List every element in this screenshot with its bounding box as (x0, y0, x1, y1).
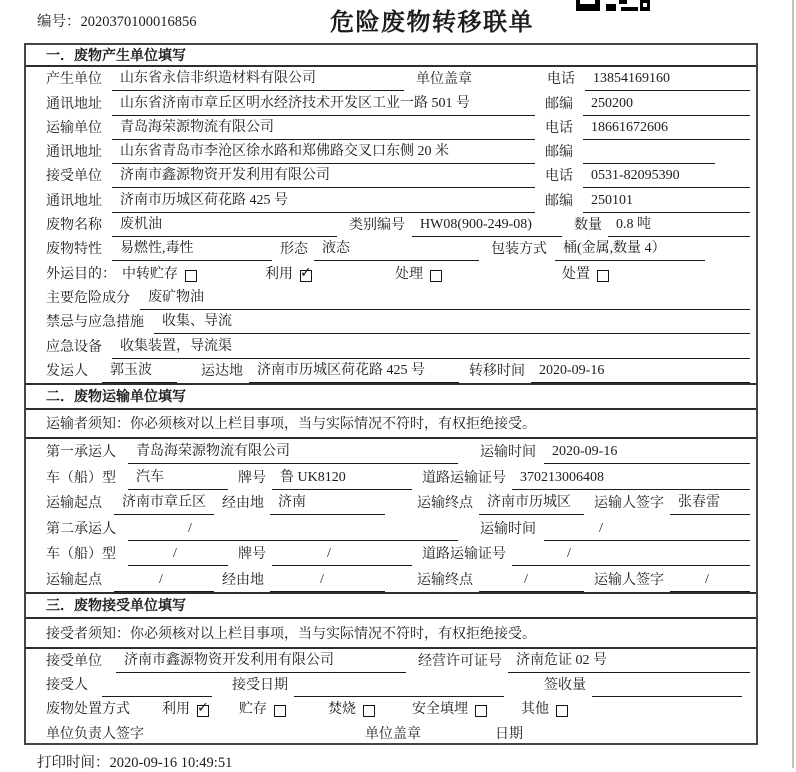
origin2-label: 运输起点 (46, 572, 102, 588)
print-time-label: 打印时间： (37, 755, 110, 771)
plate2-label: 牌号 (238, 547, 266, 563)
receiver-address-row (26, 188, 756, 212)
zip1-field: 250200 (583, 96, 750, 116)
seal-date-label: 日期 (495, 726, 523, 742)
transport-time1-field: 2020-09-16 (544, 444, 750, 464)
quantity-field: 0.8 吨 (608, 213, 750, 237)
producer-unit-field: 山东省永信非织造材料有限公司 (112, 67, 404, 91)
packing-label: 包装方式 (491, 242, 547, 258)
waste-name-label: 废物名称 (46, 218, 102, 234)
emergency-equipment-row (26, 334, 756, 358)
disposal-use-label: 利用 (162, 702, 190, 718)
addr2-field: 山东省青岛市李沧区徐水路和郑佛路交叉口东侧 20 米 (112, 140, 535, 164)
transporter-unit-row (26, 116, 756, 140)
zip3-label: 邮编 (545, 193, 573, 209)
end1-field: 济南市历城区 (479, 491, 584, 515)
end2-label: 运输终点 (417, 572, 473, 588)
plate1-field: 鲁 UK8120 (272, 466, 412, 490)
receive-date-field (294, 693, 504, 697)
category-code-label: 类别编号 (349, 218, 405, 234)
page-title: 危险废物转移联单 (330, 9, 534, 36)
vehicle-type1-label: 车（船）型 (46, 470, 116, 486)
first-carrier-field: 青岛海荣源物流有限公司 (128, 440, 458, 464)
transport-time2-label: 运输时间 (480, 521, 536, 537)
addr1-field: 山东省济南市章丘区明水经济技术开发区工业一路 501 号 (112, 92, 535, 116)
waste-character-field: 易燃性,毒性 (112, 237, 272, 261)
disposal-storage-label: 贮存 (239, 702, 267, 718)
consignor-field: 郭玉波 (102, 359, 177, 383)
producer-address-row (26, 91, 756, 115)
disposal-method-row (26, 697, 756, 721)
transfer-date-label: 转移时间 (469, 363, 525, 379)
permit-number-label: 经营许可证号 (418, 654, 502, 670)
receive-unit-row (26, 649, 756, 673)
hazard-component-field: 废矿物油 (140, 286, 750, 310)
vehicle1-row (26, 464, 756, 490)
section-receiver (26, 592, 756, 745)
disposal-landfill-label: 安全填埋 (412, 702, 468, 718)
emergency-measures-label: 禁忌与应急措施 (46, 315, 144, 331)
receiver-field: 济南市鑫源物资开发利用有限公司 (112, 164, 535, 188)
transfer-form-table (24, 43, 758, 745)
hazard-component-row (26, 286, 756, 310)
vehicle-type1-field: 汽车 (128, 466, 228, 490)
disposal-other-checkbox[interactable] (556, 705, 568, 717)
addr2-label: 通讯地址 (46, 145, 102, 161)
vehicle2-row (26, 541, 756, 567)
route2-row (26, 566, 756, 592)
zip3-field: 250101 (583, 193, 750, 213)
section-transporter (26, 383, 756, 592)
receive-person-field (102, 693, 212, 697)
first-carrier-label: 第一承运人 (46, 445, 116, 461)
receiver-label: 接受单位 (46, 169, 102, 185)
hazard-component-label: 主要危险成分 (46, 290, 130, 306)
purpose-transfer-storage-label: 中转贮存 (122, 266, 178, 282)
zip2-label: 邮编 (545, 145, 573, 161)
transfer-date-field: 2020-09-16 (531, 363, 750, 383)
qr-code-fragment-icon (576, 0, 650, 12)
purpose-dispose-label: 处置 (562, 266, 590, 282)
disposal-incinerate-label: 焚烧 (328, 702, 356, 718)
disposal-use-checkbox[interactable] (197, 705, 209, 717)
waste-character-row (26, 237, 756, 261)
end1-label: 运输终点 (417, 496, 473, 512)
phone2-field: 18661672606 (583, 120, 750, 140)
receive-person-label: 接受人 (46, 678, 88, 694)
zip2-field (583, 160, 715, 164)
transport-time1-label: 运输时间 (480, 445, 536, 461)
receiver-unit-row (26, 164, 756, 188)
disposal-method-label: 废物处置方式 (46, 702, 130, 718)
received-amount-field (592, 693, 742, 697)
emergency-equipment-label: 应急设备 (46, 339, 102, 355)
form-state-field: 液态 (314, 237, 479, 261)
serial-value: 2020370100016856 (80, 14, 197, 30)
phone3-label: 电话 (545, 169, 573, 185)
road-license2-field: / (512, 546, 750, 566)
treat-checkbox[interactable] (430, 270, 442, 282)
transport-purpose-label: 外运目的： (46, 266, 116, 282)
section3-heading: 三．废物接受单位填写 (26, 592, 756, 619)
second-carrier-label: 第二承运人 (46, 521, 116, 537)
zip1-label: 邮编 (545, 96, 573, 112)
vehicle-type2-label: 车（船）型 (46, 547, 116, 563)
via2-field: / (270, 572, 385, 592)
plate1-label: 牌号 (238, 470, 266, 486)
via1-field: 济南 (270, 491, 385, 515)
transporter-address-row (26, 140, 756, 164)
transfer-storage-checkbox[interactable] (185, 270, 197, 282)
permit-number-field: 济南危证 02 号 (508, 649, 750, 673)
seal-date-field (531, 742, 750, 745)
purpose-use-label: 利用 (265, 266, 293, 282)
form-state-label: 形态 (280, 242, 308, 258)
addr1-label: 通讯地址 (46, 96, 102, 112)
receive-date-label: 接受日期 (232, 678, 288, 694)
phone2-label: 电话 (545, 120, 573, 136)
waste-name-field: 废机油 (112, 213, 337, 237)
first-carrier-row (26, 439, 756, 465)
category-code-field: HW08(900-249-08) (412, 217, 562, 237)
emergency-measures-field: 收集、导流 (154, 310, 750, 334)
second-carrier-field: / (128, 521, 458, 541)
waste-character-label: 废物特性 (46, 242, 102, 258)
leader-signature-field (158, 742, 293, 745)
origin1-field: 济南市章丘区 (114, 491, 214, 515)
transporter-notice: 运输者须知：你必须核对以上栏目事项，当与实际情况不符时，有权拒绝接受。 (26, 410, 756, 439)
dispose-checkbox[interactable] (597, 270, 609, 282)
packing-field: 桶(金属,数量 4） (555, 237, 705, 261)
destination-label: 运达地 (201, 363, 243, 379)
leader-signature-label: 单位负责人签字 (46, 726, 144, 742)
phone1-field: 13854169160 (585, 71, 750, 91)
route1-row (26, 490, 756, 516)
serial-label: 编号： (37, 14, 81, 30)
phone1-label: 电话 (547, 72, 575, 88)
disposal-storage-checkbox[interactable] (274, 705, 286, 717)
sign1-field: 张春雷 (670, 491, 750, 515)
road-license2-label: 道路运输证号 (422, 547, 506, 563)
section2-heading: 二．废物运输单位填写 (26, 383, 756, 410)
print-time-line (37, 751, 232, 772)
plate2-field: / (272, 546, 412, 566)
producer-unit-label: 产生单位 (46, 72, 102, 88)
section-producer (26, 45, 756, 383)
origin2-field: / (114, 572, 214, 592)
addr3-label: 通讯地址 (46, 193, 102, 209)
emergency-measures-row (26, 310, 756, 334)
second-carrier-row (26, 515, 756, 541)
quantity-label: 数量 (574, 218, 602, 234)
consignor-label: 发运人 (46, 363, 88, 379)
destination-field: 济南市历城区荷花路 425 号 (249, 359, 459, 383)
consignor-row (26, 359, 756, 383)
leader-signature-row (26, 721, 756, 745)
received-amount-label: 签收量 (544, 678, 586, 694)
disposal-other-label: 其他 (521, 702, 549, 718)
via1-label: 经由地 (222, 496, 264, 512)
origin1-label: 运输起点 (46, 496, 102, 512)
end2-field: / (479, 572, 584, 592)
emergency-equipment-field: 收集装置，导流渠 (112, 335, 750, 359)
producer-unit-row (26, 67, 756, 91)
transporter-field: 青岛海荣源物流有限公司 (112, 116, 535, 140)
receive-person-row (26, 673, 756, 697)
print-time-value: 2020-09-16 10:49:51 (109, 755, 233, 771)
transport-time2-field: / (544, 521, 750, 541)
via2-label: 经由地 (222, 572, 264, 588)
road-license1-field: 370213006408 (512, 470, 750, 490)
sign2-field: / (670, 572, 750, 592)
section1-heading: 一．废物产生单位填写 (26, 45, 756, 67)
road-license1-label: 道路运输证号 (422, 470, 506, 486)
receive-unit-field: 济南市鑫源物资开发利用有限公司 (116, 649, 406, 673)
disposal-landfill-checkbox[interactable] (475, 705, 487, 717)
use-checkbox[interactable] (300, 270, 312, 282)
vehicle-type2-field: / (128, 546, 228, 566)
sign2-label: 运输人签字 (594, 572, 664, 588)
unit-seal3-label: 单位盖章 (365, 726, 421, 742)
phone3-field: 0531-82095390 (583, 168, 750, 188)
disposal-incinerate-checkbox[interactable] (363, 705, 375, 717)
serial-number-line (37, 10, 197, 31)
sign1-label: 运输人签字 (594, 496, 664, 512)
addr3-field: 济南市历城区荷花路 425 号 (112, 189, 535, 213)
page-right-edge (792, 0, 794, 768)
purpose-treat-label: 处理 (395, 266, 423, 282)
waste-name-row (26, 213, 756, 237)
transport-purpose-row (26, 261, 756, 285)
receive-unit-label: 接受单位 (46, 654, 102, 670)
transporter-label: 运输单位 (46, 120, 102, 136)
receiver-notice: 接受者须知：你必须核对以上栏目事项，当与实际情况不符时，有权拒绝接受。 (26, 619, 756, 649)
unit-seal-label: 单位盖章 (416, 72, 472, 88)
